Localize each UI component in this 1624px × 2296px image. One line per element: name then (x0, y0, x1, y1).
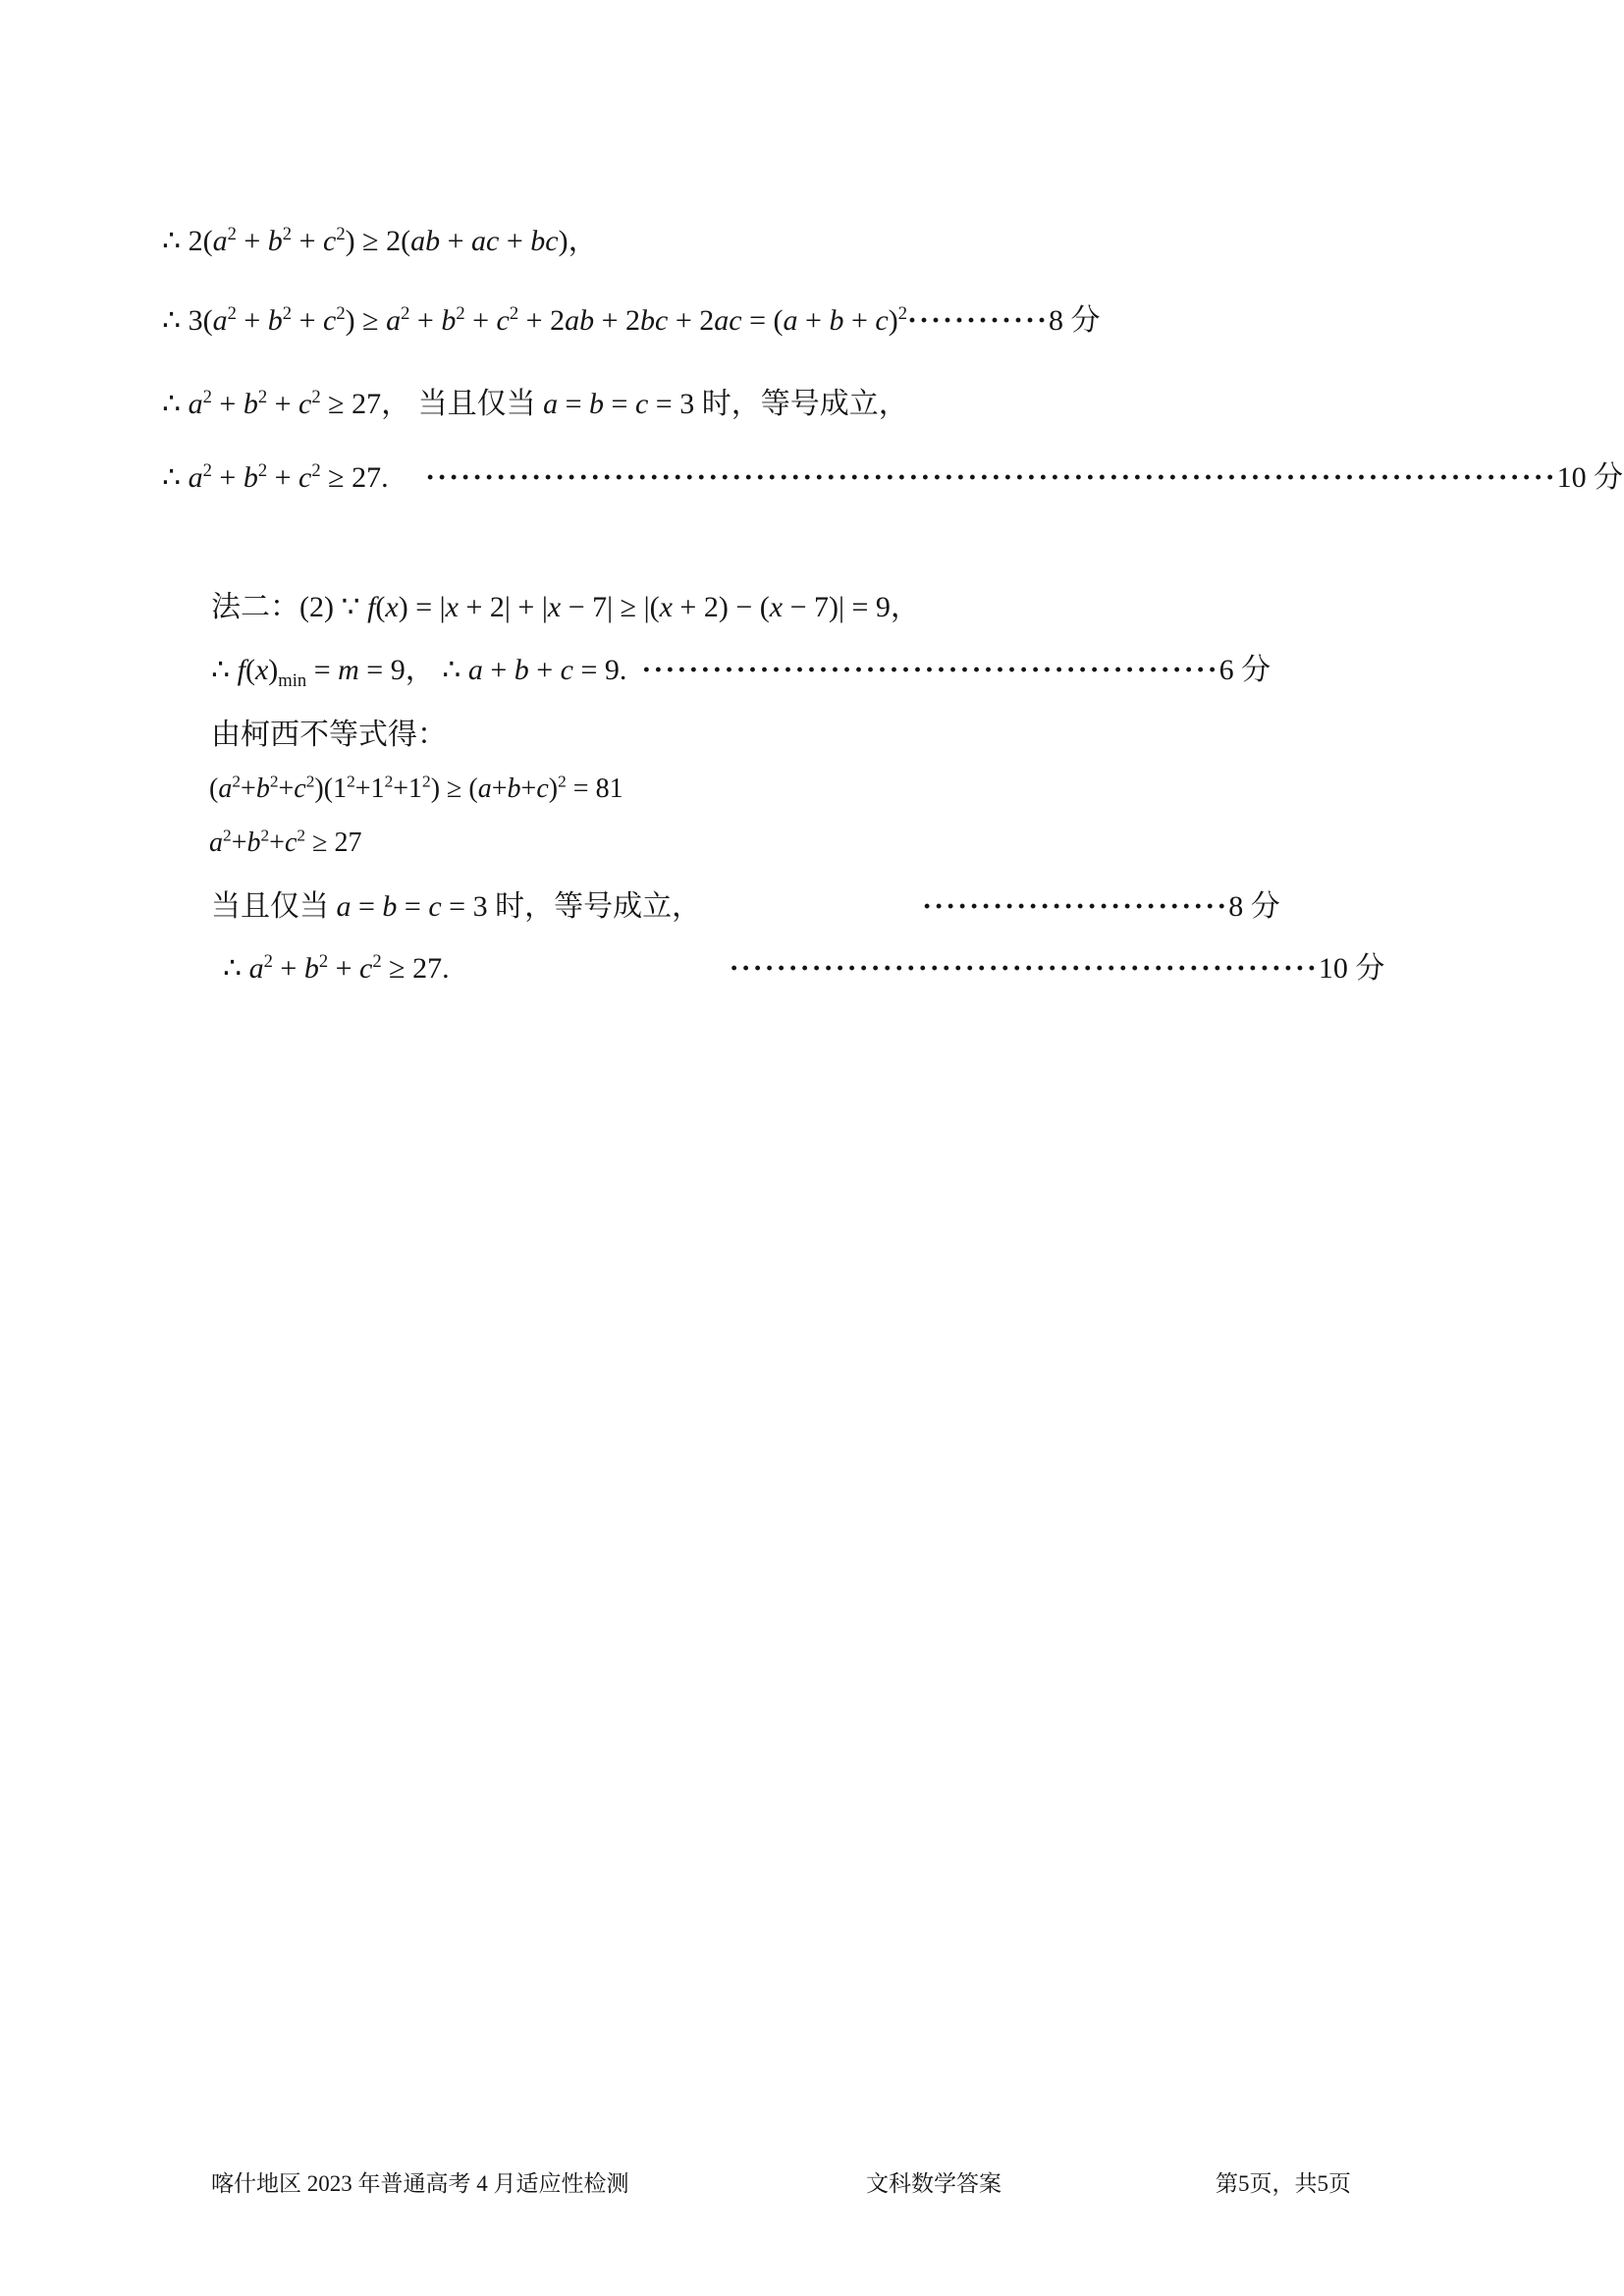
footer-exam-title: 喀什地区 2023 年普通高考 4 月适应性检测 (211, 2171, 629, 2196)
footer-subject-label: 文科数学答案 (866, 2171, 1001, 2196)
method1-line-3: ∴ $a^2 + b^2 + c^2 \ge 27$， 当且仅当 a = b = c = 3 时，等号成立， (162, 387, 908, 420)
method1-line-2: ∴ $3(a^2 + b^2 + c^2) \ge a^2 + b^2 + c^2 + 2ab + 2bc + 2ac = (a + b + c)^2\cdot\cdot\cdot\cdot\cdot\cdot\cdot\cdot\cdot\cdot\cdot\cdot 8$ 分 (162, 303, 1101, 337)
method2-equality-condition: 当且仅当 a = b = c = 3 时，等号成立， ··························8 分 (211, 890, 1280, 923)
method2-line-2: ∴ $f(x)_{min} = m = 9$， ∴ a + b + c = 9. ·················································6 分 (211, 654, 1272, 691)
method1-line-1: ∴ $2(a^2 + b^2 + c^2) \ge 2(ab$ + ac + bc)， (162, 224, 598, 257)
method2-cauchy-inequality: $(a^2+b^2+c^2)(1^2+1^2+1^2) \ge (a+b+c)^2 = 81$ (209, 772, 623, 804)
method2-result-inequality: $a^2+b^2+c^2 \ge 27$ (209, 826, 362, 858)
method1-line-4: ∴ $a^2 + b^2 + c^2 \ge 27$. ································································································10 分 (162, 460, 1624, 494)
method2-cauchy-label: 由柯西不等式得： (211, 719, 447, 751)
footer-page-indicator: 第5页，共5页 (1216, 2171, 1351, 2196)
method2-heading-line: 法二：(2) ∵ f(x) = |x + 2| + |x − 7| ≥ |(x + 2) − (x − 7)| = 9， (211, 591, 920, 623)
method2-conclusion: ∴ $a^2 + b^2 + c^2 \ge 27$. ··················································10 分 (223, 951, 1385, 985)
